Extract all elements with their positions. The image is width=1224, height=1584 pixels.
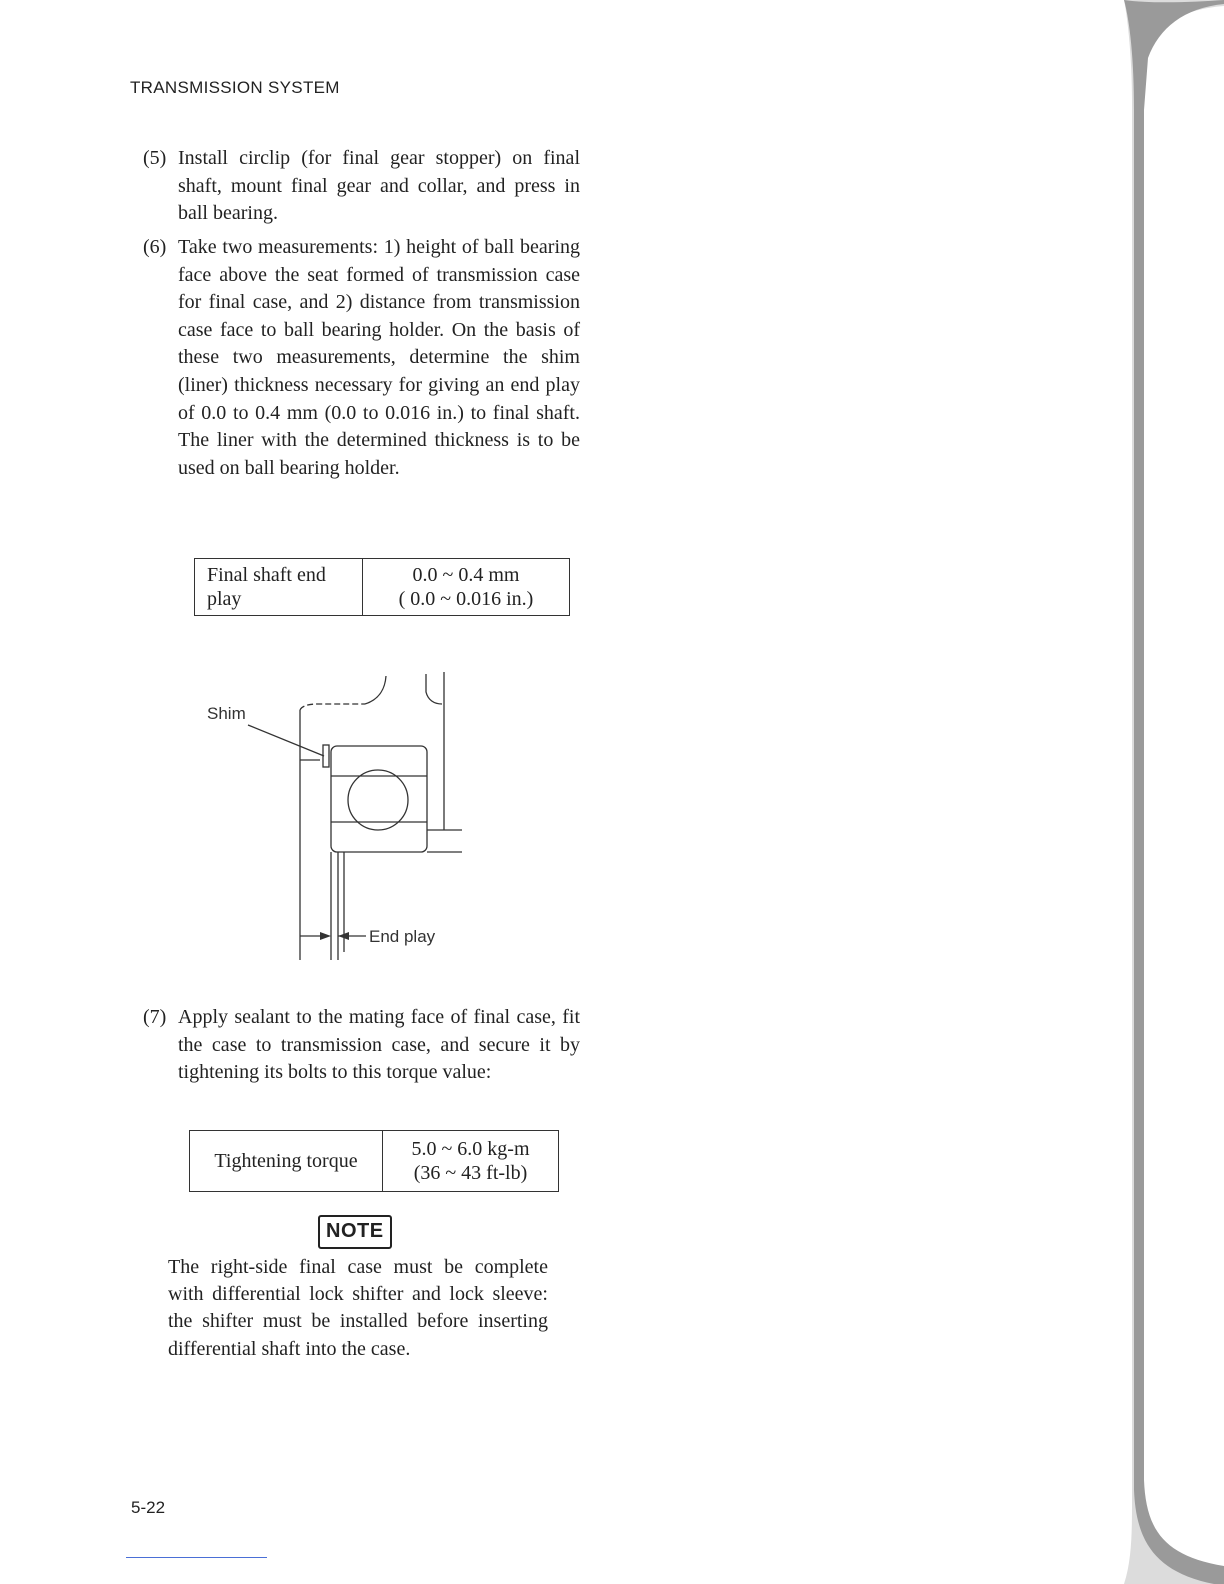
step-7 bbox=[143, 1004, 580, 1087]
step-text: Install circlip (for final gear stopper) on final shaft, mount final gear and collar, and press in ball bearing. bbox=[178, 147, 580, 225]
page-number: 5-22 bbox=[131, 1498, 166, 1517]
binding-edge-line bbox=[1124, 0, 1224, 1584]
torque-value bbox=[383, 1131, 559, 1192]
bearing-end-play-diagram bbox=[190, 660, 480, 970]
bearing-ball bbox=[348, 770, 408, 830]
shim-label: Shim bbox=[207, 704, 246, 723]
scan-binding-edge bbox=[1114, 0, 1224, 1584]
arrow-head-left bbox=[320, 932, 331, 940]
step-text: Take two measurements: 1) height of ball bearing face above the seat formed of transmission case for final case, and 2) distance from transmission case face to ball bearing holder. On the basis of these two measurements, determine the shim (liner) thickness necessary for giving an end play of 0.0 to 0.4 mm (0.0 to 0.016 in.) to final shaft. The liner with the determined thickness is to be used on ball bearing holder. bbox=[178, 236, 580, 479]
step-number: (5) bbox=[143, 147, 167, 169]
end-play-label: Final shaft end play bbox=[195, 559, 363, 616]
torque-spec-table bbox=[189, 1130, 559, 1192]
torque-ftlb: (36 ~ 43 ft-lb) bbox=[413, 1162, 528, 1184]
section-title: TRANSMISSION SYSTEM bbox=[130, 78, 340, 97]
note-badge: NOTE bbox=[318, 1215, 392, 1249]
torque-kgm: 5.0 ~ 6.0 kg-m bbox=[411, 1138, 530, 1160]
footer-rule bbox=[126, 1557, 267, 1558]
step-6 bbox=[143, 234, 580, 482]
end-play-in: ( 0.0 ~ 0.016 in.) bbox=[398, 588, 534, 610]
step-5 bbox=[143, 145, 580, 228]
torque-label: Tightening torque bbox=[190, 1131, 383, 1192]
case-curve-left bbox=[365, 676, 386, 704]
step-text: Apply sealant to the mating face of final case, fit the case to transmission case, and secure it by tightening its bolts to this torque value: bbox=[178, 1006, 580, 1084]
end-play-label: End play bbox=[369, 927, 436, 946]
shim-leader-line bbox=[248, 725, 324, 756]
end-play-spec-table bbox=[194, 558, 570, 616]
step-number: (6) bbox=[143, 236, 167, 258]
case-curve-right bbox=[426, 674, 442, 704]
step-number: (7) bbox=[143, 1006, 167, 1028]
end-play-mm: 0.0 ~ 0.4 mm bbox=[412, 564, 520, 586]
case-outline-top bbox=[300, 704, 365, 710]
note-text: The right-side final case must be complete with differential lock shifter and lock sleeve: the shifter must be installed before inserting differential shaft into the case. bbox=[168, 1256, 548, 1360]
bearing-outer-race bbox=[331, 746, 427, 852]
end-play-value bbox=[363, 559, 570, 616]
